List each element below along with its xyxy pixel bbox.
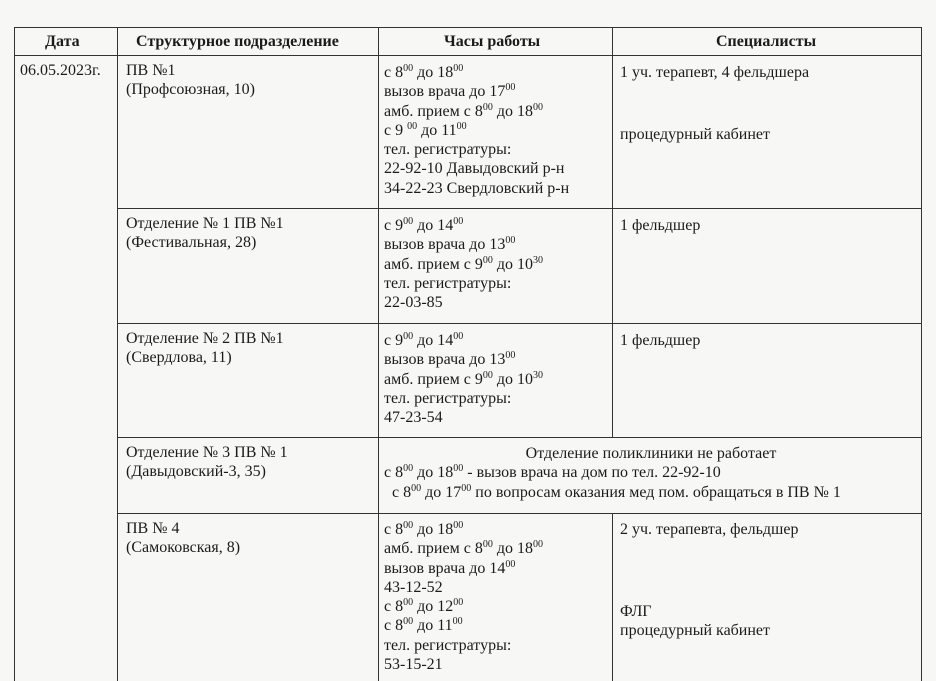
hours-superscript: 00 xyxy=(403,216,414,227)
hours-superscript: 00 xyxy=(403,597,414,609)
right-border xyxy=(921,27,922,681)
hours-line xyxy=(384,255,543,274)
row2-bottom-border xyxy=(117,323,922,324)
row5-specialists-2 xyxy=(620,602,770,641)
hours-line: тел. регистратуры: xyxy=(384,636,512,654)
specialist-line: ФЛГ xyxy=(620,603,652,620)
hours-text: вызов врача до 13 xyxy=(384,236,506,254)
hours-superscript: 00 xyxy=(403,331,414,342)
hours-superscript: 00 xyxy=(505,235,516,247)
hours-superscript: 00 xyxy=(453,463,464,475)
hours-superscript: 00 xyxy=(482,539,493,551)
header-specialists: Специалисты xyxy=(716,33,817,50)
hours-text: до 18 xyxy=(492,102,533,120)
hours-text: с 8 xyxy=(384,598,404,616)
hours-superscript: 00 xyxy=(453,63,464,74)
hours-line xyxy=(384,597,543,616)
hours-line: тел. регистратуры: xyxy=(384,274,512,292)
row4-merged-note xyxy=(384,444,918,502)
row1-bottom-border xyxy=(117,208,922,209)
date-col-border xyxy=(117,27,118,681)
specialist-line: 1 фельдшер xyxy=(620,332,701,349)
hours-superscript: 30 xyxy=(532,254,543,266)
hours-text: до 18 xyxy=(492,540,533,558)
row1-specialists xyxy=(620,63,809,82)
hours-line xyxy=(384,370,543,389)
hours-text: с 9 xyxy=(384,217,404,234)
hours-superscript: 00 xyxy=(403,463,414,475)
hours-text: вызов врача до 14 xyxy=(384,559,506,577)
hours-superscript: 00 xyxy=(505,82,516,94)
row1-hours xyxy=(384,63,569,198)
hours-text: с 8 xyxy=(384,521,404,538)
unit-name: Отделение № 3 ПВ № 1 xyxy=(126,444,288,461)
hours-superscript: 00 xyxy=(453,520,464,531)
hours-text: до 14 xyxy=(413,217,454,234)
unit-name: Отделение № 1 ПВ №1 xyxy=(126,215,284,232)
hours-text: с 8 xyxy=(392,483,412,501)
row1-specialists-2 xyxy=(620,125,770,144)
hours-line: 22-03-85 xyxy=(384,294,443,312)
hours-line xyxy=(384,235,543,254)
hours-text: до 18 xyxy=(413,464,454,482)
hours-text: амб. прием с 8 xyxy=(384,540,483,558)
hours-text: до 14 xyxy=(413,332,454,349)
hours-text: до 18 xyxy=(413,521,454,538)
left-border xyxy=(14,27,15,681)
hours-line xyxy=(384,539,543,558)
hours-superscript: 00 xyxy=(461,482,472,494)
hours-line: 53-15-21 xyxy=(384,656,443,674)
hours-line: 22-92-10 Давыдовский р-н xyxy=(384,160,565,178)
hours-line: 43-12-52 xyxy=(384,578,443,596)
hours-superscript: 00 xyxy=(532,101,543,113)
hours-line xyxy=(384,102,569,121)
hours-text: до 18 xyxy=(413,64,454,81)
specialist-line: процедурный кабинет xyxy=(620,126,771,143)
table-top-border xyxy=(14,27,922,28)
hours-text: по вопросам оказания мед пом. обращаться в ПВ № 1 xyxy=(471,483,841,501)
hours-col-border-top xyxy=(612,27,613,437)
hours-text: до 12 xyxy=(413,598,454,616)
hours-superscript: 00 xyxy=(452,616,463,628)
row2-unit xyxy=(126,214,284,253)
unit-address: (Профсоюзная, 10) xyxy=(126,81,255,99)
hours-text: до 17 xyxy=(421,483,462,501)
hours-line xyxy=(384,63,569,82)
hours-superscript: 00 xyxy=(407,120,418,132)
hours-line xyxy=(384,331,543,350)
hours-superscript: 00 xyxy=(482,369,493,381)
hours-line xyxy=(384,559,543,578)
hours-superscript: 00 xyxy=(505,558,516,570)
home-call-line xyxy=(384,463,918,482)
hours-superscript: 00 xyxy=(453,216,464,227)
row5-hours xyxy=(384,520,543,674)
hours-col-border-bottom xyxy=(612,513,613,681)
hours-text: с 8 xyxy=(384,64,404,81)
row4-bottom-border xyxy=(117,513,922,514)
hours-superscript: 00 xyxy=(456,120,467,132)
hours-superscript: 00 xyxy=(403,520,414,531)
hours-line: тел. регистратуры: xyxy=(384,389,512,407)
row5-specialists xyxy=(620,520,798,539)
hours-text: амб. прием с 9 xyxy=(384,255,483,273)
hours-text: до 11 xyxy=(413,617,453,635)
row4-unit xyxy=(126,443,288,482)
hours-line xyxy=(384,82,569,101)
row3-unit xyxy=(126,329,284,368)
hours-superscript: 00 xyxy=(403,616,414,628)
hours-superscript: 00 xyxy=(453,597,464,609)
hours-line xyxy=(384,520,543,539)
unit-address: (Свердлова, 11) xyxy=(126,349,232,367)
hours-text: до 11 xyxy=(417,121,457,139)
redirect-line xyxy=(384,483,918,502)
hours-superscript: 00 xyxy=(453,331,464,342)
specialist-line: 2 уч. терапевта, фельдшер xyxy=(620,521,799,538)
hours-text: до 10 xyxy=(492,370,533,388)
header-date: Дата xyxy=(45,33,80,50)
hours-line xyxy=(384,216,543,235)
hours-text: амб. прием с 8 xyxy=(384,102,483,120)
row1-unit xyxy=(126,61,255,100)
unit-address: (Самоковская, 8) xyxy=(126,539,241,557)
hours-text: - вызов врача на дом по тел. 22-92-10 xyxy=(463,464,721,482)
hours-line xyxy=(384,350,543,369)
hours-line: 34-22-23 Свердловский р-н xyxy=(384,179,570,197)
hours-superscript: 00 xyxy=(482,254,493,266)
row3-bottom-border xyxy=(117,437,922,438)
hours-text: с 9 xyxy=(384,121,408,139)
hours-superscript: 00 xyxy=(403,63,414,74)
hours-text: вызов врача до 17 xyxy=(384,83,506,101)
hours-superscript: 00 xyxy=(482,101,493,113)
unit-address: (Фестивальная, 28) xyxy=(126,234,257,252)
date-value: 06.05.2023г. xyxy=(20,62,101,79)
header-bottom-border xyxy=(14,55,922,56)
row5-unit xyxy=(126,519,240,558)
row3-hours xyxy=(384,331,543,427)
hours-superscript: 00 xyxy=(532,539,543,551)
hours-line xyxy=(384,121,569,140)
row3-specialists xyxy=(620,331,700,350)
closed-notice: Отделение поликлиники не работает xyxy=(525,445,777,462)
row2-hours xyxy=(384,216,543,312)
header-unit: Структурное подразделение xyxy=(136,33,339,50)
header-hours: Часы работы xyxy=(444,33,541,50)
hours-superscript: 00 xyxy=(505,350,516,362)
unit-name: ПВ № 4 xyxy=(126,520,180,537)
hours-text: амб. прием с 9 xyxy=(384,370,483,388)
hours-text: с 8 xyxy=(384,617,404,635)
specialist-line: процедурный кабинет xyxy=(620,622,771,640)
specialist-line: 1 уч. терапевт, 4 фельдшера xyxy=(620,64,810,81)
specialist-line: 1 фельдшер xyxy=(620,217,701,234)
hours-text: с 9 xyxy=(384,332,404,349)
unit-name: ПВ №1 xyxy=(126,62,176,79)
hours-text: с 8 xyxy=(384,464,404,482)
hours-line: 47-23-54 xyxy=(384,409,443,427)
row2-specialists xyxy=(620,216,700,235)
hours-line: тел. регистратуры: xyxy=(384,141,512,159)
hours-text: до 10 xyxy=(492,255,533,273)
unit-col-border xyxy=(378,27,379,681)
hours-line xyxy=(384,616,543,635)
hours-text: вызов врача до 13 xyxy=(384,351,506,369)
hours-superscript: 30 xyxy=(532,369,543,381)
hours-superscript: 00 xyxy=(411,482,422,494)
unit-address: (Давыдовский-3, 35) xyxy=(126,463,266,481)
unit-name: Отделение № 2 ПВ №1 xyxy=(126,330,284,347)
